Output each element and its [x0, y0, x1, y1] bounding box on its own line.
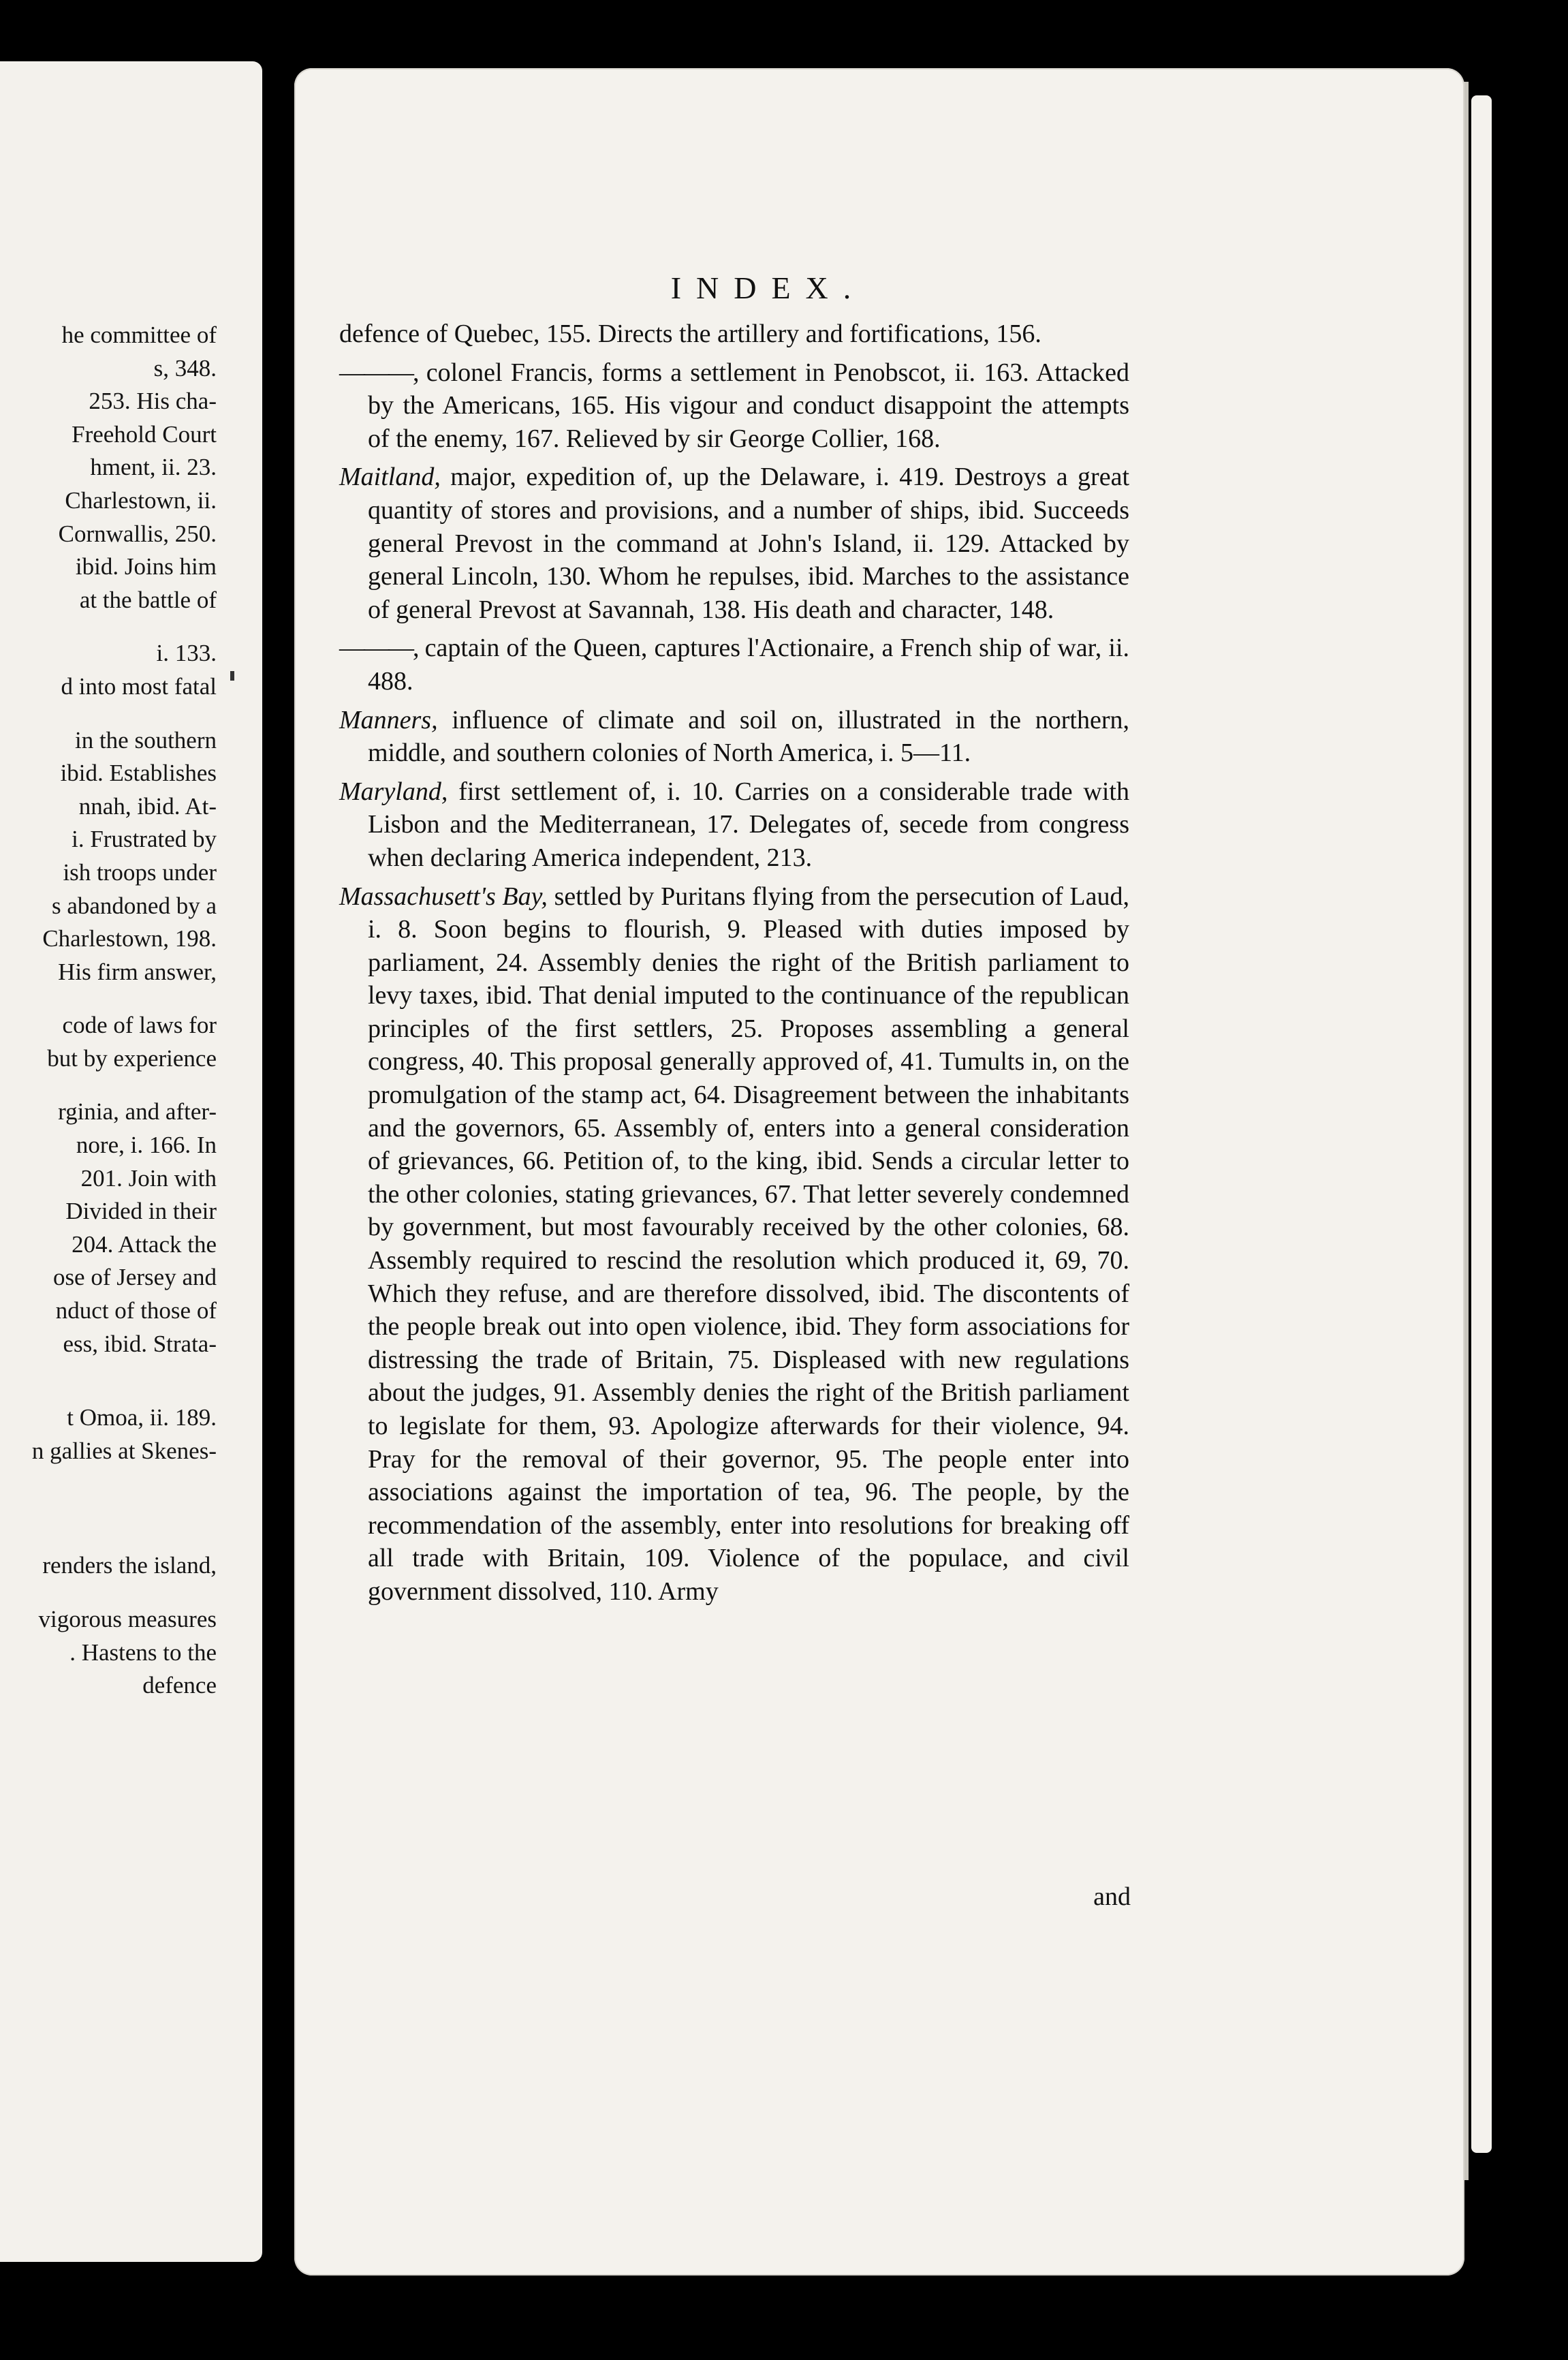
- previous-page-line: [0, 617, 217, 637]
- index-entry: [339, 632, 1129, 698]
- previous-page-line: ess, ibid. Strata-: [63, 1330, 217, 1357]
- previous-page-line: 201. Join with: [80, 1164, 217, 1192]
- entry-text: settled by Puritans flying from the persecution of Laud, i. 8. Soon begins to flourish, 9. Pleased with duties imposed by parliament, 24. Assembly denies the right of the British parliament to levy taxes, ibid. That denial imputed to the continuance of the republican principles of the first settlers, 25. Proposes assembling a general congress, 40. This proposal generally approved of, 41. Tumults in, on the promulgation of the stamp act, 64. Disagreement between the inhabitants and the governors, 65. Assembly of, enters into a general consideration of grievances, 66. Petition of, to the king, ibid. Sends a circular letter to the other colonies, stating grievances, 67. That letter severely condemned by government, but most favourably received by the other colonies, 68. Assembly required to rescind the resolution which produced it, 69, 70. Which they refuse, and are therefore dissolved, ibid. The discontents of the people break out into open violence, ibid. They form associations for distressing the trade of Britain, 75. Displeased with new regulations about the judges, 91. Assembly denies the right of the British parliament to legislate for them, 93. Apologize afterwards for their violence, 94. Pray for the removal of their governor, 95. The people enter into associations against the importation of tea, 96. The people, by the recommendation of the assembly, enter into resolutions for breaking off all trade with Britain, 109. Violence of the populace, and civil government dissolved, 110. Army: [368, 882, 1129, 1606]
- page-edge: [1471, 95, 1492, 2153]
- previous-page-line: n gallies at Skenes-: [31, 1437, 217, 1464]
- ink-mark: [230, 671, 234, 681]
- previous-page-line: [0, 1075, 217, 1096]
- previous-page-line: [0, 1529, 217, 1549]
- previous-page-line: rginia, and after-: [58, 1098, 217, 1125]
- index-entry: [339, 461, 1129, 626]
- entry-heading: Maitland,: [339, 463, 441, 492]
- index-entry: [339, 356, 1129, 456]
- previous-page-line: [0, 989, 217, 1009]
- previous-page-line: in the southern: [74, 726, 217, 754]
- previous-page-line: ose of Jersey and: [52, 1264, 217, 1291]
- entry-text: major, expedition of, up the Delaware, i. 419. Destroys a great quantity of stores and provisions, and a number of ships, ibid. Succeeds general Prevost in the command at John's Island, ii. 129. Attacked by general Lincoln, 130. Whom he repulses, ibid. Marches to the assistance of general Prevost at Savannah, 138. His death and character, 148.: [368, 463, 1129, 624]
- previous-page-text-column: [0, 319, 217, 1703]
- index-entry: [339, 880, 1129, 1609]
- previous-page-line: Charlestown, ii.: [65, 486, 217, 514]
- running-head: INDEX.: [670, 270, 866, 305]
- entry-heading: Manners,: [339, 705, 438, 734]
- previous-page-line: [0, 704, 217, 724]
- previous-page-line: [0, 1381, 217, 1401]
- index-entry: [339, 704, 1129, 770]
- previous-page-line: [0, 1468, 217, 1488]
- previous-page-line: he committee of: [61, 322, 217, 348]
- previous-page-line: nnah, ibid. At-: [78, 792, 217, 820]
- previous-page-line: 204. Attack the: [72, 1230, 217, 1258]
- entry-text: influence of climate and soil on, illustrated in the northern, middle, and southern colonies of North America, i. 5—11.: [368, 705, 1129, 768]
- previous-page-line: [0, 1361, 217, 1381]
- previous-page-line: s, 348.: [153, 354, 217, 382]
- previous-page-line: nore, i. 166. In: [76, 1132, 217, 1159]
- previous-page-line: at the battle of: [79, 586, 217, 613]
- entry-heading: ———,: [339, 634, 418, 663]
- previous-page-line: renders the island,: [42, 1552, 217, 1579]
- catchword: and: [1093, 1882, 1131, 1911]
- entry-text: captain of the Queen, captures l'Actionaire, a French ship of war, ii. 488.: [368, 634, 1129, 696]
- previous-page-line: Charlestown, 198.: [42, 925, 217, 952]
- previous-page-line: His firm answer,: [58, 958, 217, 985]
- previous-page-line: nduct of those of: [55, 1297, 217, 1324]
- previous-page-line: i. 133.: [156, 640, 217, 667]
- previous-page-line: 253. His cha-: [89, 388, 217, 415]
- index-entry: [339, 775, 1129, 875]
- previous-page-line: Divided in their: [65, 1198, 217, 1225]
- previous-page-line: [0, 1583, 217, 1603]
- index-entry: [339, 317, 1129, 351]
- entry-heading: ———,: [339, 358, 418, 387]
- previous-page-line: . Hastens to the: [69, 1639, 217, 1666]
- previous-page-line: vigorous measures: [38, 1606, 217, 1632]
- previous-page-line: hment, ii. 23.: [90, 454, 217, 481]
- previous-page-line: d into most fatal: [61, 672, 217, 700]
- previous-page-fragment: [0, 61, 262, 2262]
- entry-text: first settlement of, i. 10. Carries on a considerable trade with Lisbon and the Mediterranean, 17. Delegates of, secede from congress when declaring America independent, 213.: [368, 777, 1129, 872]
- previous-page-line: code of laws for: [62, 1012, 217, 1039]
- entry-text: defence of Quebec, 155. Directs the artillery and fortifications, 156.: [339, 320, 1041, 348]
- previous-page-line: ish troops under: [63, 858, 217, 886]
- entry-text: colonel Francis, forms a settlement in Penobscot, ii. 163. Attacked by the Americans, 165. His vigour and conduct disappoint the attempts of the enemy, 167. Relieved by sir George Collier, 168.: [368, 358, 1129, 453]
- previous-page-line: Cornwallis, 250.: [58, 520, 217, 547]
- entry-heading: Maryland,: [339, 777, 448, 806]
- entry-heading: Massachusett's Bay,: [339, 882, 548, 911]
- previous-page-line: Freehold Court: [72, 420, 217, 448]
- previous-page-line: but by experience: [47, 1044, 217, 1072]
- previous-page-line: i. Frustrated by: [72, 826, 217, 853]
- previous-page-line: [0, 1488, 217, 1508]
- index-entries: [339, 317, 1129, 1609]
- previous-page-line: s abandoned by a: [51, 892, 217, 919]
- previous-page-line: t Omoa, ii. 189.: [67, 1404, 217, 1431]
- previous-page-line: ibid. Joins him: [75, 553, 217, 580]
- previous-page-line: ibid. Establishes: [60, 760, 217, 787]
- previous-page-line: [0, 1508, 217, 1529]
- previous-page-line: defence: [142, 1672, 217, 1699]
